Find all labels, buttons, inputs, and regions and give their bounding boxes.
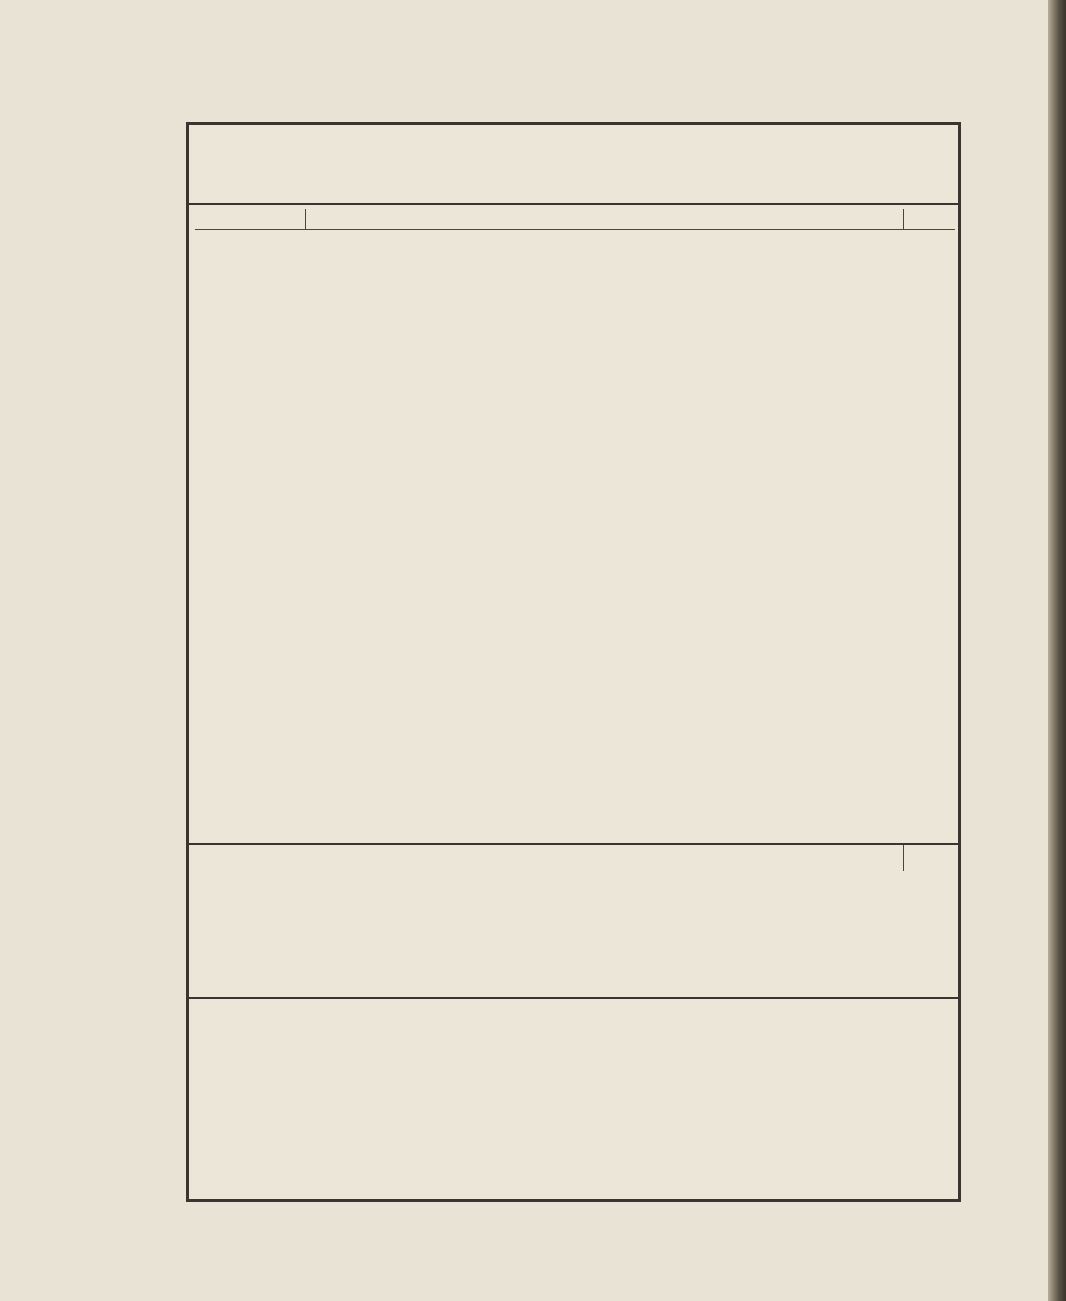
frequency-title [305, 845, 903, 871]
elements-table [195, 1003, 955, 1033]
group-header [305, 209, 903, 230]
title-divider [189, 203, 958, 205]
wind-direction-table [195, 209, 955, 230]
section-divider [189, 997, 958, 999]
book-spine-shadow [1048, 0, 1066, 1301]
elements-title [305, 1003, 955, 1033]
month-header [195, 209, 305, 230]
chuva-header [903, 209, 955, 230]
frequency-chuva-header [903, 845, 955, 871]
table-frame [186, 122, 961, 1202]
frequency-table [195, 845, 955, 871]
